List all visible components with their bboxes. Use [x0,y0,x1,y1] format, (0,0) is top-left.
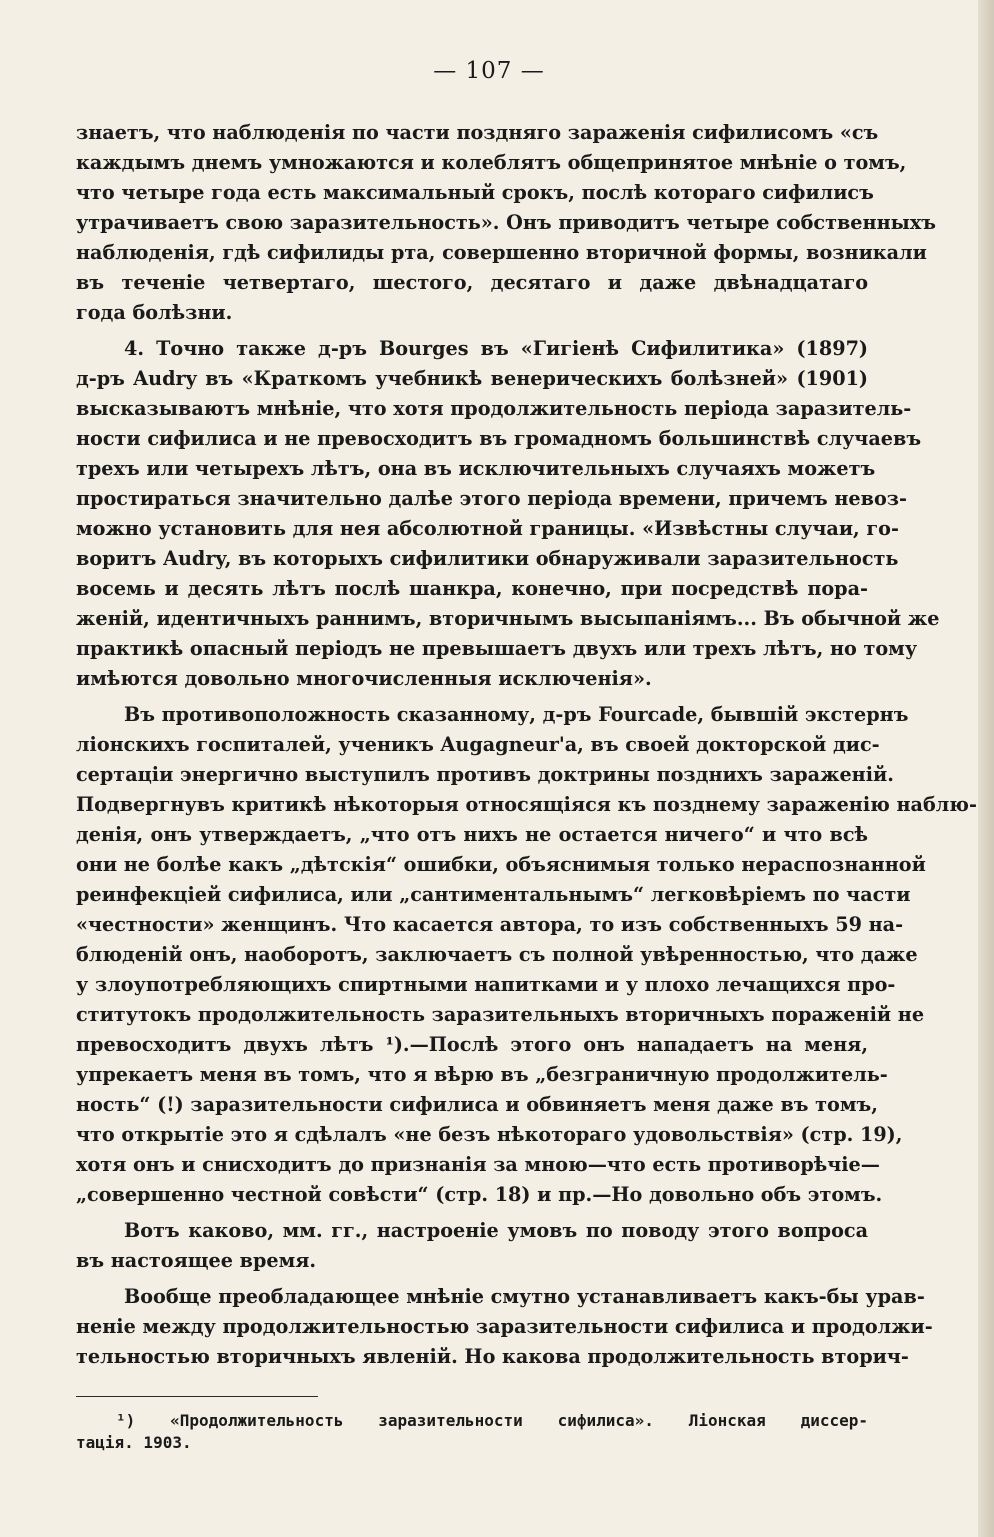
text-line: блюденій онъ, наоборотъ, заключаетъ съ полной увѣренностью, что даже [76,943,918,966]
text-line: воритъ Audry, въ которыхъ сифилитики обнаруживали заразительность [76,547,899,570]
footnote-line: ¹) «Продолжительность заразительности сифилиса». Ліонская диссер- [116,1411,868,1430]
text-line: Въ противоположность сказанному, д-ръ Fourcade, бывшій экстернъ [124,703,909,726]
text-line: 4. Точно также д-ръ Bourges въ «Гигіенѣ Сифилитика» (1897) [124,337,868,360]
body-text [76,118,977,1372]
text-line: наблюденія, гдѣ сифилиды рта, совершенно вторичной формы, возникали [76,241,927,264]
text-line: неніе между продолжительностью заразительности сифилиса и продолжи- [76,1315,933,1338]
text-line: практикѣ опасный періодъ не превышаетъ двухъ или трехъ лѣтъ, но тому [76,637,918,660]
text-line: ститутокъ продолжительность заразительныхъ вторичныхъ пораженій не [76,1003,925,1026]
text-line: имѣются довольно многочисленныя исключенія». [76,667,652,690]
text-line: «честности» женщинъ. Что касается автора, то изъ собственныхъ 59 на- [76,913,904,936]
text-line: у злоупотребляющихъ спиртными напитками и у плохо лечащихся про- [76,973,896,996]
text-line: Вообще преобладающее мнѣніе смутно устанавливаетъ какъ-бы урав- [124,1285,925,1308]
text-line: высказываютъ мнѣніе, что хотя продолжительность періода заразитель- [76,397,912,420]
text-line: превосходитъ двухъ лѣтъ ¹).—Послѣ этого онъ нападаетъ на меня, [76,1033,868,1056]
text-line: простираться значительно далѣе этого періода времени, причемъ невоз- [76,487,907,510]
text-line: знаетъ, что наблюденія по части поздняго зараженія сифилисомъ «съ [76,121,879,144]
footnote-line: тація. 1903. [76,1433,192,1452]
text-line: ность“ (!) заразительности сифилиса и обвиняетъ меня даже въ томъ, [76,1093,878,1116]
text-line: въ настоящее время. [76,1249,317,1272]
text-line: каждымъ днемъ умножаются и колеблятъ общепринятое мнѣніе о томъ, [76,151,907,174]
text-line: что четыре года есть максимальный срокъ, послѣ котораго сифилисъ [76,181,874,204]
text-line: можно установить для нея абсолютной границы. «Извѣстны случаи, го- [76,517,899,540]
text-line: хотя онъ и снисходитъ до признанія за мною—что есть противорѣчіе— [76,1153,880,1176]
text-line: восемь и десять лѣтъ послѣ шанкра, конечно, при посредствѣ пора- [76,577,868,600]
footnote-divider [76,1396,318,1397]
text-line: года болѣзни. [76,301,233,324]
text-line: что открытіе это я сдѣлалъ «не безъ нѣкотораго удовольствія» (стр. 19), [76,1123,903,1146]
text-line: Вотъ каково, мм. гг., настроеніе умовъ по поводу этого вопроса [124,1219,868,1242]
text-line: д-ръ Audry въ «Краткомъ учебникѣ венерическихъ болѣзней» (1901) [76,367,868,390]
text-line: въ теченіе четвертаго, шестого, десятаго и даже двѣнадцатаго [76,271,868,294]
text-line: ности сифилиса и не превосходитъ въ громадномъ большинствѣ случаевъ [76,427,922,450]
page-edge [978,0,994,1537]
footnote [76,1410,868,1454]
text-line: реинфекціей сифилиса, или „сантиментальнымъ“ легковѣріемъ по части [76,883,911,906]
text-line: упрекаетъ меня въ томъ, что я вѣрю въ „безграничную продолжитель- [76,1063,888,1086]
text-line: женій, идентичныхъ раннимъ, вторичнымъ высыпаніямъ... Въ обычной же [76,607,940,630]
page-number: — 107 — [433,58,545,84]
text-line: денія, онъ утверждаетъ, „что отъ нихъ не остается ничего“ и что всѣ [76,823,868,846]
text-line: тельностью вторичныхъ явленій. Но какова продолжительность вторич- [76,1345,909,1368]
text-line: „совершенно честной совѣсти“ (стр. 18) и пр.—Но довольно объ этомъ. [76,1183,883,1206]
text-line: трехъ или четырехъ лѣтъ, она въ исключительныхъ случаяхъ можетъ [76,457,876,480]
text-line: утрачиваетъ свою заразительность». Онъ приводитъ четыре собственныхъ [76,211,936,234]
text-line: ліонскихъ госпиталей, ученикъ Augagneur'а, въ своей докторской дис- [76,733,880,756]
text-line: они не болѣе какъ „дѣтскія“ ошибки, объяснимыя только нераспознанной [76,853,926,876]
text-line: сертаціи энергично выступилъ противъ доктрины позднихъ зараженій. [76,763,894,786]
text-line: Подвергнувъ критикѣ нѣкоторыя относящіяся къ позднему зараженію наблю- [76,793,977,816]
